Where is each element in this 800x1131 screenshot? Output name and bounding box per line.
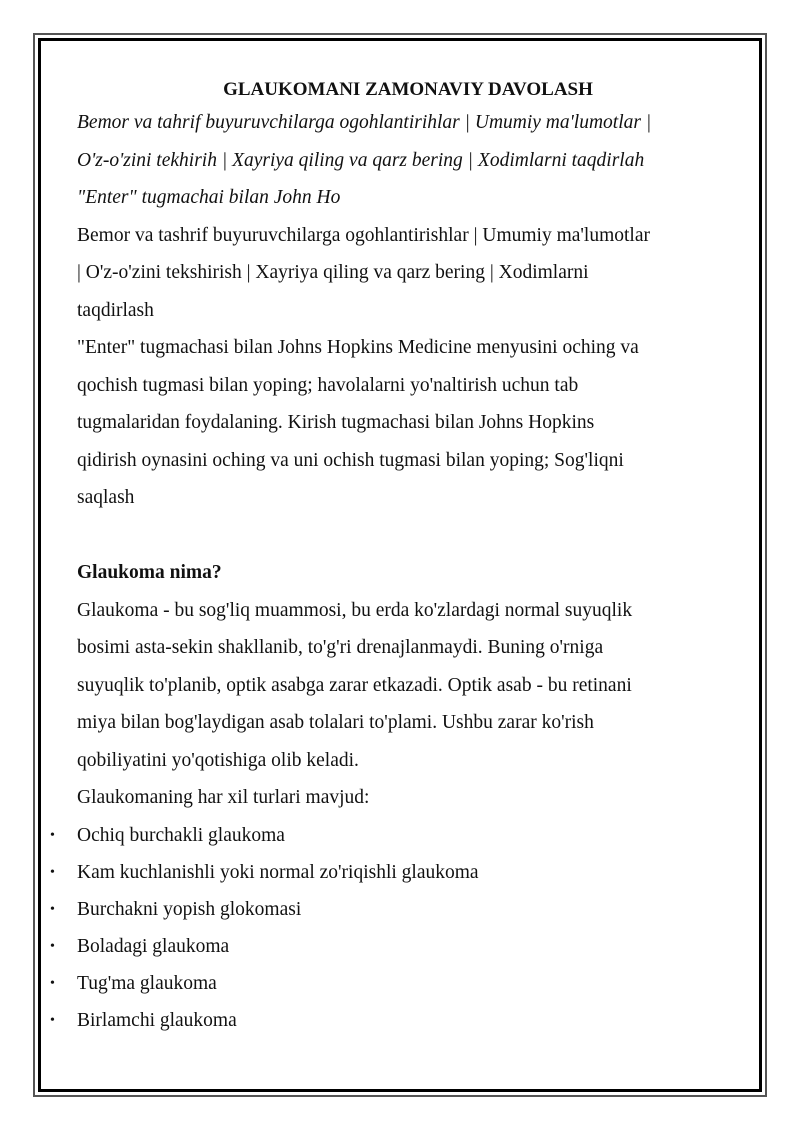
list-item-label: Burchakni yopish glokomasi <box>77 898 302 920</box>
italic-line: "Enter" tugmachai bilan John Ho <box>77 187 341 208</box>
blank-line <box>77 517 727 555</box>
italic-line: O'z-o'zini tekhirih | Xayriya qiling va qarz bering | Xodimlarni taqdirlah <box>77 149 645 171</box>
italic-line: Bemor va tahrif buyuruvchilarga ogohlantirihlar | Umumiy ma'lumotlar | <box>77 112 652 133</box>
text-line: qochish tugmasi bilan yoping; havolalarni yo'naltirish uchun tab <box>77 374 579 396</box>
list-intro: Glaukomaning har xil turlari mavjud: <box>77 787 370 808</box>
list-item-label: Boladagi glaukoma <box>77 935 230 957</box>
document-title: GLAUKOMANI ZAMONAVIY DAVOLASH <box>223 79 593 100</box>
bullet-icon: • <box>50 975 55 991</box>
text-line: saqlash <box>77 487 135 508</box>
list-item <box>50 1002 727 1039</box>
bullet-icon: • <box>50 864 55 880</box>
list-item <box>50 965 727 1002</box>
definition-paragraph <box>77 592 727 780</box>
list-item-label: Birlamchi glaukoma <box>77 1009 237 1031</box>
list-item-label: Ochiq burchakli glaukoma <box>77 824 285 846</box>
bullet-icon: • <box>50 901 55 917</box>
nav-paragraph <box>77 217 727 330</box>
text-line: suyuqlik to'planib, optik asabga zarar etkazadi. Optik asab - bu retinani <box>77 674 632 696</box>
text-line: qidirish oynasini oching va uni ochish tugmasi bilan yoping; Sog'liqni <box>77 449 624 471</box>
text-line: qobiliyatini yo'qotishiga olib keladi. <box>77 749 359 771</box>
text-line: Bemor va tashrif buyuruvchilarga ogohlantirishlar | Umumiy ma'lumotlar <box>77 224 650 246</box>
bullet-icon: • <box>50 827 55 843</box>
list-item <box>50 817 727 854</box>
text-line: tugmalaridan foydalaning. Kirish tugmachasi bilan Johns Hopkins <box>77 412 595 433</box>
italic-nav-block <box>77 104 727 217</box>
text-line: Glaukoma - bu sog'liq muammosi, bu erda ko'zlardagi normal suyuqlik <box>77 599 633 621</box>
list-item <box>50 891 727 928</box>
text-line: bosimi asta-sekin shakllanib, to'g'ri drenajlanmaydi. Buning o'rniga <box>77 637 604 658</box>
text-line: "Enter" tugmachasi bilan Johns Hopkins Medicine menyusini oching va <box>77 337 639 358</box>
bullet-icon: • <box>50 1012 55 1028</box>
list-item-label: Tug'ma glaukoma <box>77 972 217 994</box>
document-body <box>50 78 727 1039</box>
section-heading: Glaukoma nima? <box>77 562 222 583</box>
list-item <box>50 928 727 965</box>
list-item <box>50 854 727 891</box>
list-item-label: Kam kuchlanishli yoki normal zo'riqishli glaukoma <box>77 861 479 883</box>
text-line: | O'z-o'zini tekshirish | Xayriya qiling va qarz bering | Xodimlarni <box>77 262 589 283</box>
glaucoma-types-list <box>50 817 727 1039</box>
bullet-icon: • <box>50 938 55 954</box>
text-line: taqdirlash <box>77 299 154 321</box>
instructions-paragraph <box>77 329 727 517</box>
text-line: miya bilan bog'laydigan asab tolalari to'plami. Ushbu zarar ko'rish <box>77 712 594 733</box>
